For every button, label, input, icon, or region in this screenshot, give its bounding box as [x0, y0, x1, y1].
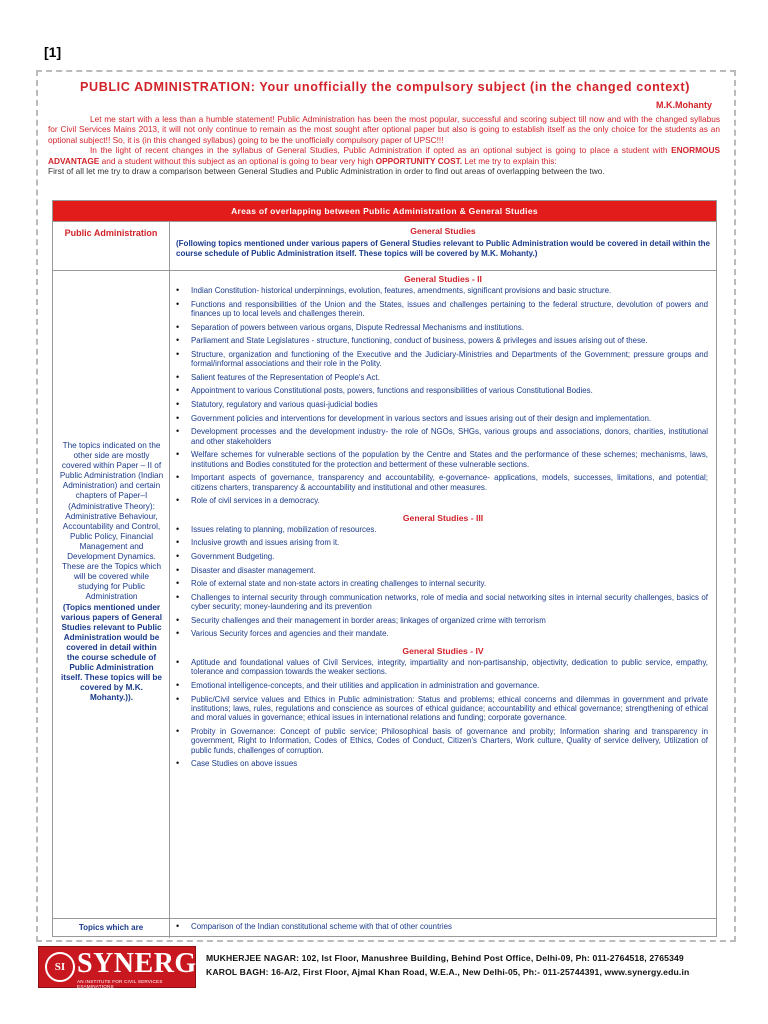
logo-seal-icon: SI — [45, 952, 75, 982]
list-item: • Welfare schemes for vulnerable sections of the population by the Centre and States and the performance of these schemes; mechanisms, laws, institutions and Bodies constituted for the protection and betterment of these vulnerable sections. — [176, 450, 708, 469]
table-last-row — [53, 919, 716, 938]
list-item: • Functions and responsibilities of the Union and the States, issues and challenges pertaining to the federal structure, devolution of powers and finances up to local levels and challenges therein. — [176, 300, 708, 319]
table-header: Areas of overlapping between Public Administration & General Studies — [53, 201, 716, 221]
gs2-heading: General Studies - II — [404, 274, 482, 284]
list-item: • Disaster and disaster management. — [176, 566, 708, 575]
gs4-heading: General Studies - IV — [402, 645, 484, 656]
list-item: • Salient features of the Representation of People's Act. — [176, 373, 708, 382]
list-item: • Security challenges and their management in border areas; linkages of organized crime with terrorism — [176, 616, 708, 625]
intro-text — [48, 114, 720, 176]
list-item: • Important aspects of governance, transparency and accountability, e-governance- applications, models, successes, limitations, and potential; citizens charters, transparency & accountability and institutional and other measures. — [176, 473, 708, 492]
table-main-row — [53, 271, 716, 919]
list-item: • Emotional intelligence-concepts, and their utilities and application in administration and governance. — [176, 681, 708, 690]
gs2-list — [170, 286, 716, 506]
list-item: • Various Security forces and agencies and their mandate. — [176, 629, 708, 638]
list-item: • Challenges to internal security through communication networks, role of media and social networking sites in internal security challenges, basics of cyber security; money-laundering and its prevention — [176, 593, 708, 612]
list-item: • Comparison of the Indian constitutional scheme with that of other countries — [176, 922, 708, 931]
address-mukherjee-nagar: MUKHERJEE NAGAR: 102, Ist Floor, Manushree Building, Behind Post Office, Delhi-09, Ph: 011-2764518, 2765349 — [206, 953, 684, 963]
list-item: • Government policies and interventions for development in various sectors and issues arising out of their design and implementation. — [176, 414, 708, 423]
public-admin-coverage-text: The topics indicated on the other side are mostly covered within Paper – II of Public Administration (Indian Administration) and certain chapters of Paper–I (Administrative Theory): Administrative Behaviour, Accountability and Control, Public Policy, Financial Management and Development Dynamics. These are the Topics which will be covered while studying for Public Administration (Topics mentioned under various papers of General Studies relevant to Public Administration would be covered in detail within the course schedule of Public Administration itself. These topics will be covered by M.K. Mohanty.)). — [59, 441, 164, 703]
list-item: • Separation of powers between various organs, Dispute Redressal Mechanisms and institutions. — [176, 323, 708, 332]
list-item: • Probity in Governance: Concept of public service; Philosophical basis of governance and probity; Information sharing and transparency in government, Right to Information, Codes of Ethics, Codes of Conduct, Citizen's Charters, Work culture, Quality of service delivery, Utilization of public funds, challenges of corruption. — [176, 727, 708, 755]
address-karol-bagh: KAROL BAGH: 16-A/2, First Floor, Ajmal Khan Road, W.E.A., New Delhi-05, Ph:- 011-25744391, www.synergy.edu.in — [206, 967, 690, 977]
col-general-studies-head: General Studies — [410, 226, 476, 236]
intro-paragraph-2: In the light of recent changes in the syllabus of General Studies, Public Administration if opted as an optional subject is going to place a student with ENORMOUS ADVANTAGE and a student without this subject as an optional is going to bear very high OPPORTUNITY COST. Let me try to explain this: — [48, 145, 720, 166]
intro-paragraph-3: First of all let me try to draw a comparison between General Studies and Public Administration in order to find out areas of overlapping between the two. — [48, 166, 605, 177]
last-row-left: Topics which are — [78, 923, 144, 932]
list-item: • Government Budgeting. — [176, 552, 708, 561]
page-number: [1] — [44, 44, 62, 60]
list-item: • Indian Constitution- historical underpinnings, evolution, features, amendments, significant provisions and basic structure. — [176, 286, 708, 295]
synergy-logo: SI SYNERGY AN INSTITUTE FOR CIVIL SERVICES EXAMINATIONS — [38, 946, 196, 988]
list-item: • Role of external state and non-state actors in creating challenges to internal security. — [176, 579, 708, 588]
footer-address — [206, 951, 689, 979]
general-studies-note: (Following topics mentioned under various papers of General Studies relevant to Public Administration would be covered in detail within the course schedule of Public Administration itself. These topics will be covered by M.K. Mohanty.) — [176, 239, 710, 259]
document-title: PUBLIC ADMINISTRATION: Your unofficially the compulsory subject (in the changed context) — [80, 80, 690, 94]
list-item: • Appointment to various Constitutional posts, powers, functions and responsibilities of various Constitutional Bodies. — [176, 386, 708, 395]
intro-paragraph-1: Let me start with a less than a humble statement! Public Administration has been the most popular, successful and scoring subject till now and with the changed syllabus for Civil Services Mains 2013, it will not only continue to remain as the most sought after optional paper but also is going to establish itself as the only choice for the students as an optional subject!! So, it is (in this changed syllabus) going to be the unofficially compulsory paper of UPSC!!! — [48, 114, 720, 145]
list-item: • Parliament and State Legislatures - structure, functioning, conduct of business, powers & privileges and issues arising out of these. — [176, 336, 708, 345]
list-item: • Inclusive growth and issues arising from it. — [176, 538, 708, 547]
list-item: • Role of civil services in a democracy. — [176, 496, 708, 505]
list-item: • Aptitude and foundational values of Civil Services, integrity, impartiality and non-partisanship, objectivity, dedication to public service, empathy, tolerance and compassion towards the weaker sections. — [176, 658, 708, 677]
col-public-administration-head: Public Administration — [64, 228, 158, 238]
gs3-list — [170, 525, 716, 639]
author-name: M.K.Mohanty — [656, 100, 712, 110]
gs3-heading: General Studies - III — [402, 512, 484, 523]
footer — [38, 946, 738, 988]
list-item: • Case Studies on above issues — [176, 759, 708, 768]
comparison-table — [52, 200, 717, 937]
gs4-list — [170, 658, 716, 769]
list-item: • Development processes and the development industry- the role of NGOs, SHGs, various groups and associations, donors, charities, institutional and other stakeholders — [176, 427, 708, 446]
list-item: • Statutory, regulatory and various quasi-judicial bodies — [176, 400, 708, 409]
list-item: • Issues relating to planning, mobilization of resources. — [176, 525, 708, 534]
table-column-heads — [53, 221, 716, 271]
list-item: • Public/Civil service values and Ethics in Public administration: Status and problems; ethical concerns and dilemmas in government and private institutions; laws, rules, regulations and conscience as sources of ethical guidance; accountability and ethical governance; strengthening of ethical and moral values in governance; ethical issues in international relations and funding; corporate governance. — [176, 695, 708, 723]
list-item: • Structure, organization and functioning of the Executive and the Judiciary-Ministries and Departments of the Government; pressure groups and formal/informal associations and their role in the Polity. — [176, 350, 708, 369]
